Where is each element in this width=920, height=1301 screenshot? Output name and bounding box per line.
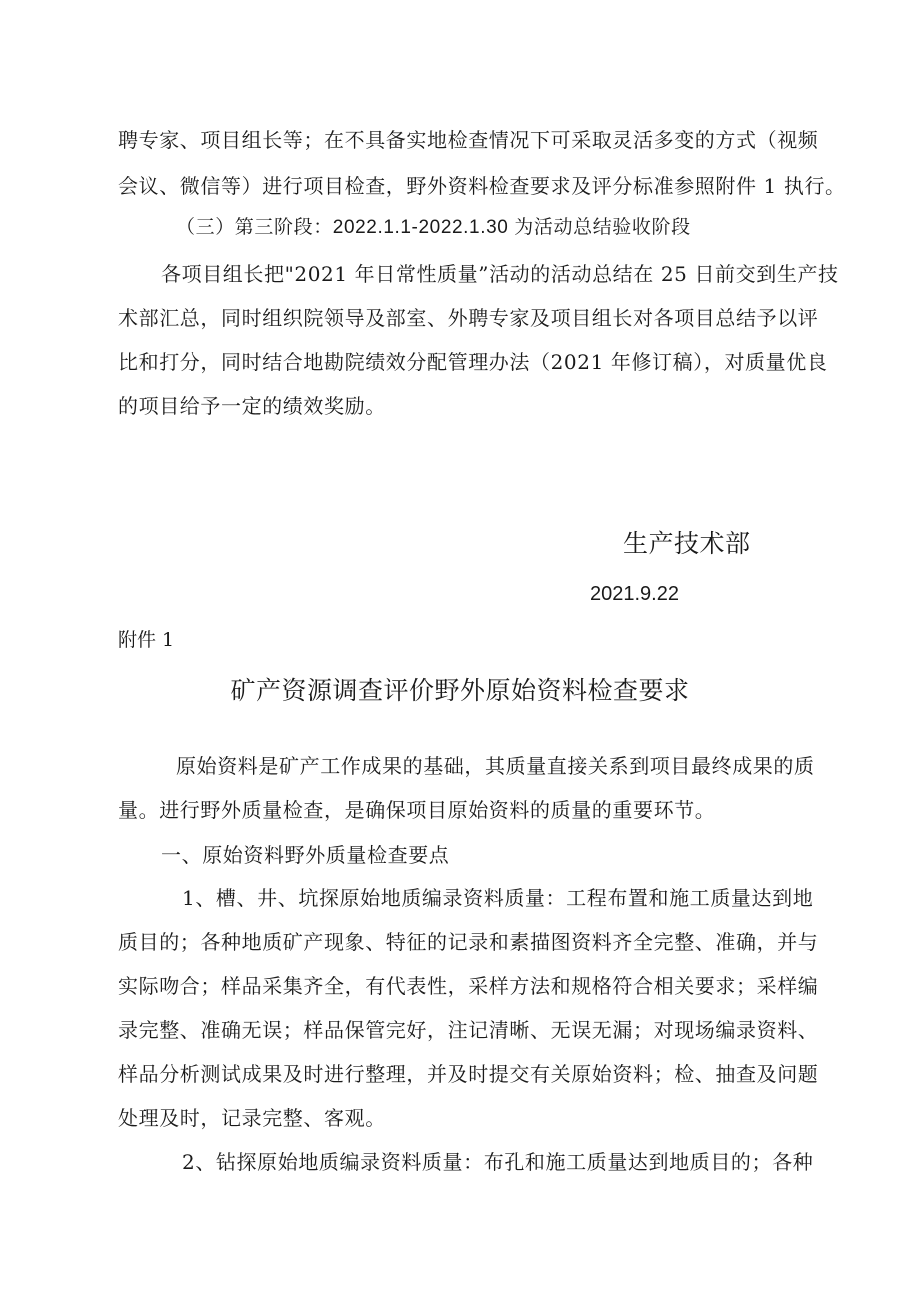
paragraph-line: 质目的；各种地质矿产现象、特征的记录和素描图资料齐全完整、准确，并与 [118,930,819,954]
stage3-heading: （三）第三阶段：2022.1.1-2022.1.30 为活动总结验收阶段 [176,217,691,238]
paragraph-line: 原始资料是矿产工作成果的基础，其质量直接关系到项目最终成果的质 [176,754,815,778]
paragraph-line: 1、槽、井、坑探原始地质编录资料质量：工程布置和施工质量达到地 [182,886,814,910]
paragraph-line: 的项目给予一定的绩效奖励。 [118,394,386,418]
signature-date: 2021.9.22 [590,583,679,605]
paragraph-line: 量。进行野外质量检查，是确保项目原始资料的质量的重要环节。 [118,798,716,822]
attachment-title: 矿产资源调查评价野外原始资料检查要求 [230,677,690,705]
paragraph-line: 聘专家、项目组长等；在不具备实地检查情况下可采取灵活多变的方式（视频 [118,128,819,152]
paragraph-line: 处理及时，记录完整、客观。 [118,1106,386,1130]
paragraph-line: 会议、微信等）进行项目检查，野外资料检查要求及评分标准参照附件 1 执行。 [118,174,846,198]
paragraph-line: 录完整、准确无误；样品保管完好，注记清晰、无误无漏；对现场编录资料、 [118,1018,819,1042]
paragraph-line: 比和打分，同时结合地勘院绩效分配管理办法（2021 年修订稿），对质量优良 [118,350,828,374]
paragraph-line: 2、钻探原始地质编录资料质量：布孔和施工质量达到地质目的；各种 [182,1150,814,1174]
paragraph-line: 样品分析测试成果及时进行整理，并及时提交有关原始资料；检、抽查及问题 [118,1062,819,1086]
signature-department: 生产技术部 [623,530,751,558]
paragraph-line: 各项目组长把"2021 年日常性质量”活动的活动总结在 25 日前交到生产技 [161,262,839,286]
attachment-label: 附件 1 [118,629,175,651]
section-heading: 一、原始资料野外质量检查要点 [161,843,450,867]
paragraph-line: 术部汇总，同时组织院领导及部室、外聘专家及项目组长对各项目总结予以评 [118,306,819,330]
paragraph-line: 实际吻合；样品采集齐全，有代表性，采样方法和规格符合相关要求；采样编 [118,974,819,998]
